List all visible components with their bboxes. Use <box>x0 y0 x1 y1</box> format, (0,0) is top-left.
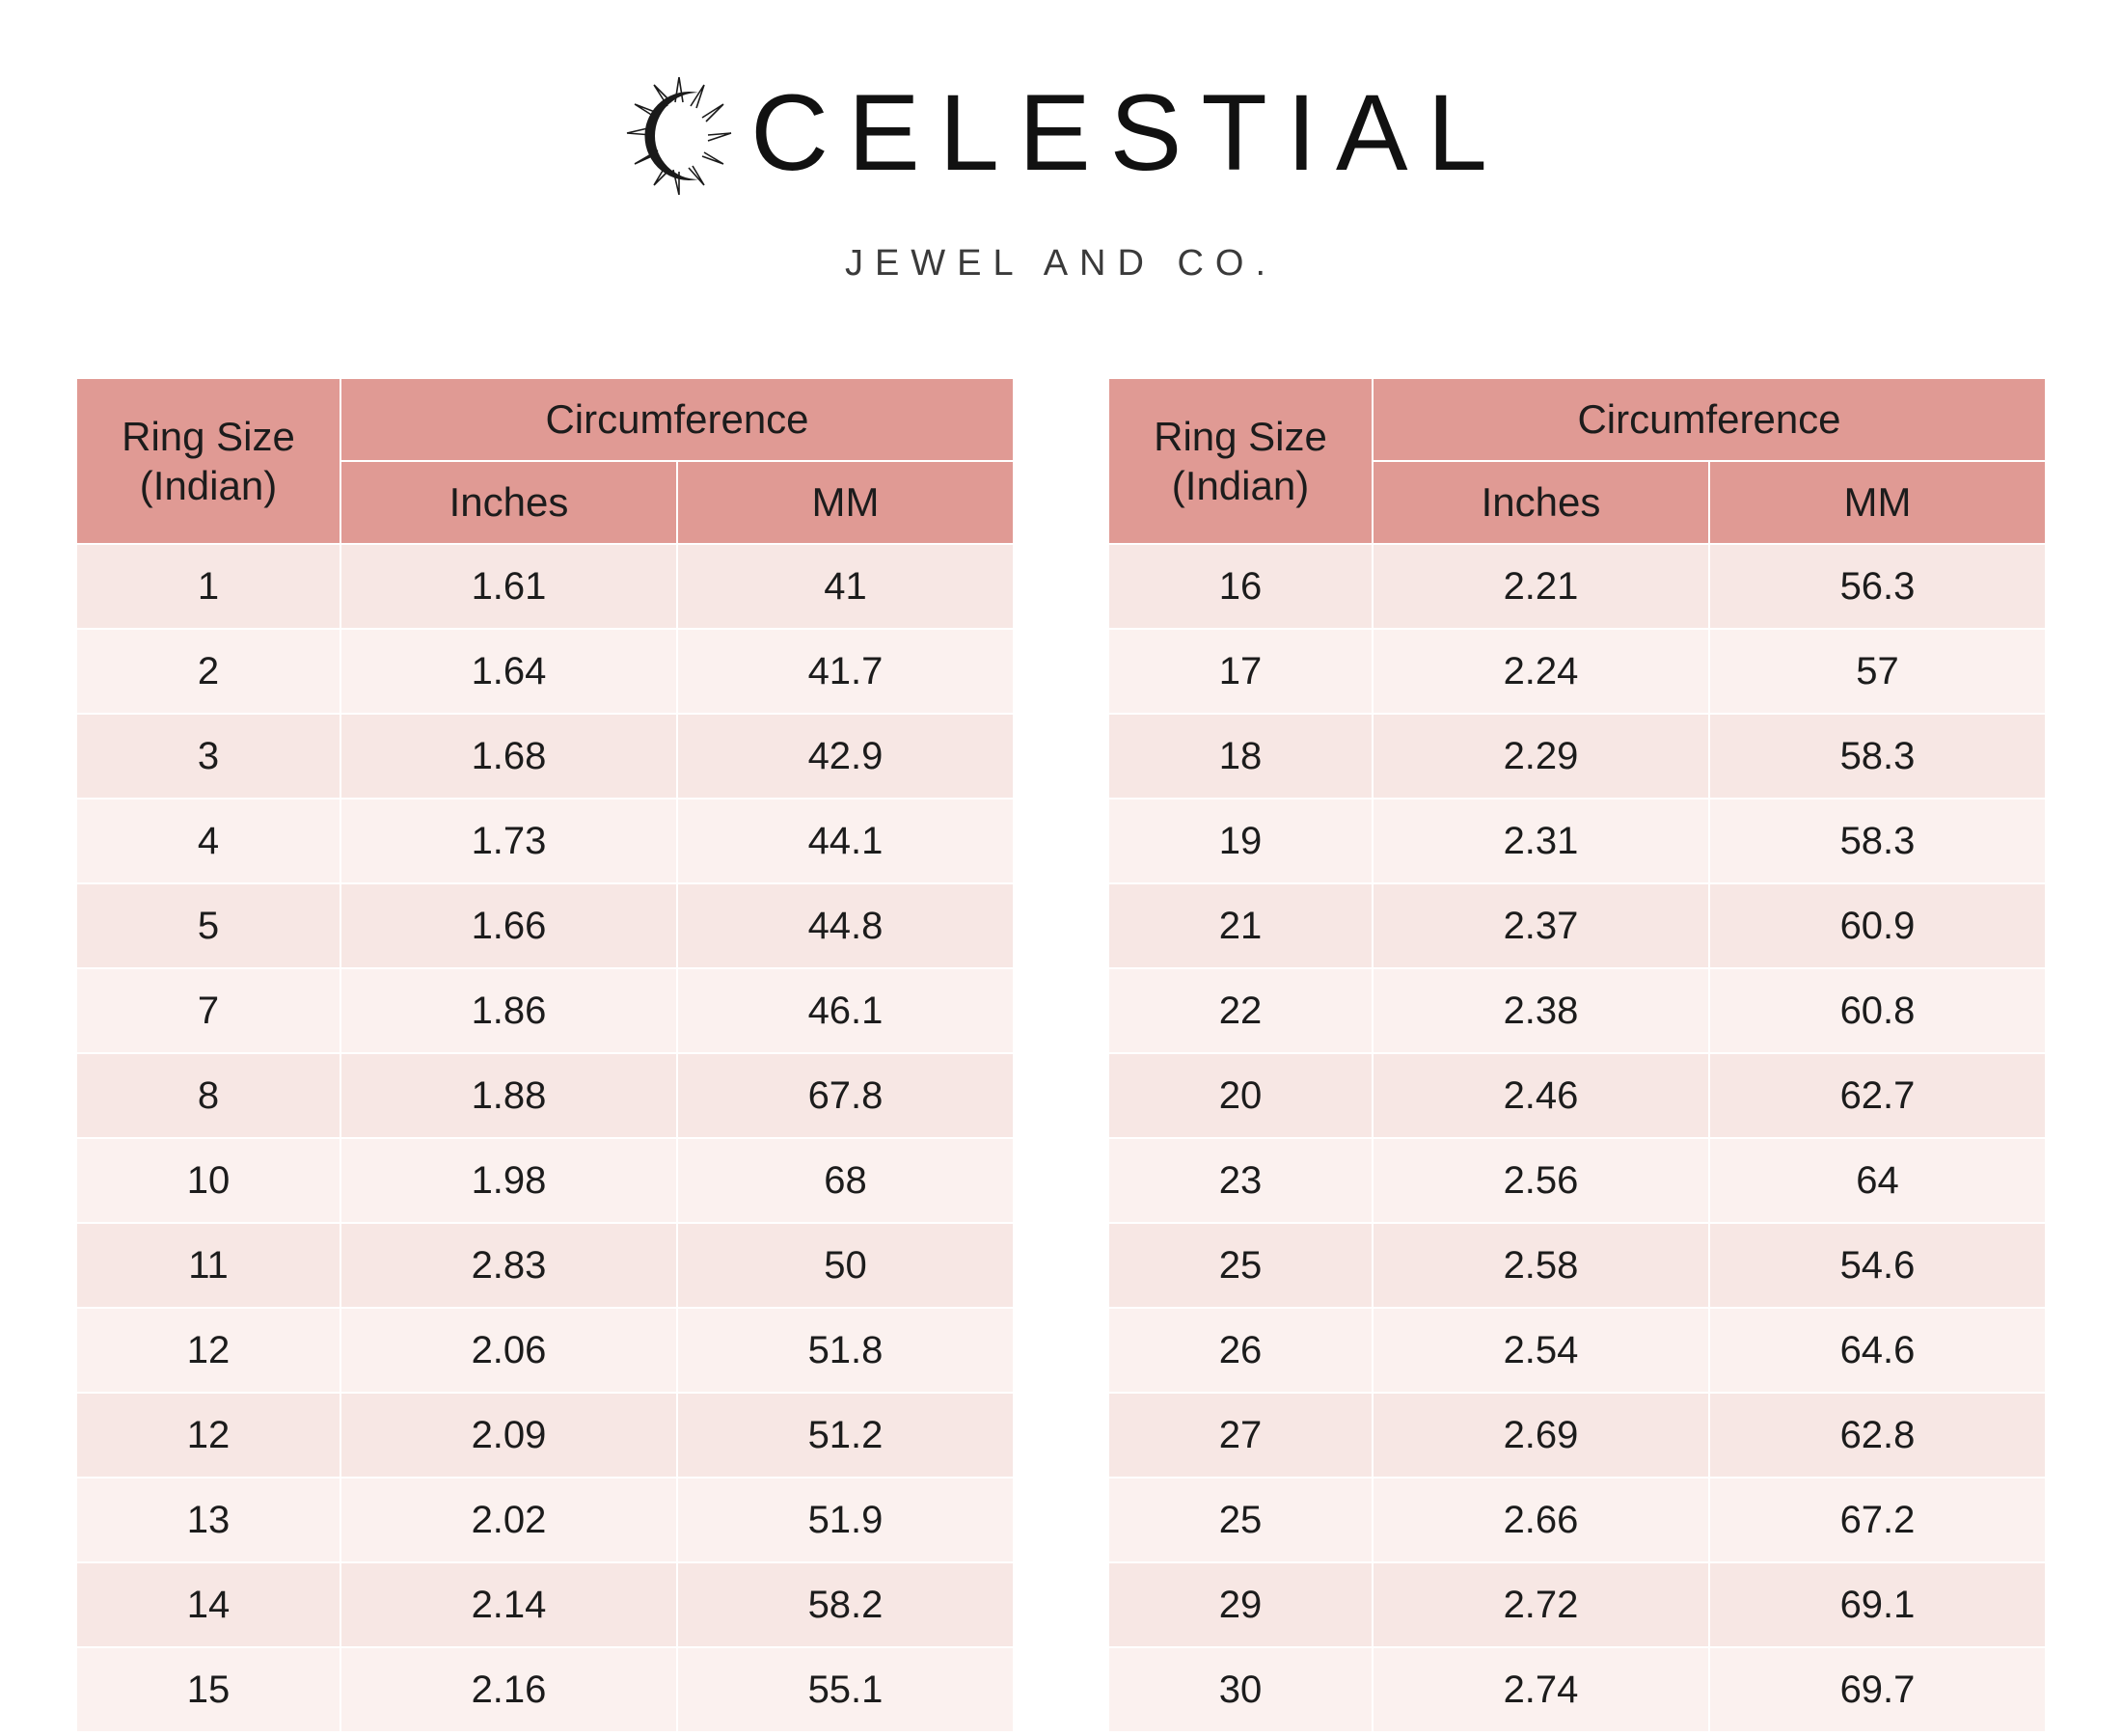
ring-size-cell: 20 <box>1108 1053 1373 1138</box>
header-circumference: Circumference <box>1373 378 2046 461</box>
inches-cell: 1.61 <box>340 544 677 629</box>
table-row <box>1108 1478 2046 1562</box>
ring-size-cell: 2 <box>76 629 340 714</box>
table-body-left <box>76 544 1014 1732</box>
logo-row <box>0 56 2122 210</box>
inches-cell: 2.74 <box>1373 1647 1709 1732</box>
table-row <box>1108 1308 2046 1393</box>
mm-cell: 62.7 <box>1709 1053 2046 1138</box>
inches-cell: 2.72 <box>1373 1562 1709 1647</box>
ring-size-cell: 5 <box>76 883 340 968</box>
header-ring-size-line1: Ring Size <box>122 413 295 459</box>
header-ring-size-line2: (Indian) <box>139 463 278 508</box>
ring-size-cell: 16 <box>1108 544 1373 629</box>
inches-cell: 2.16 <box>340 1647 677 1732</box>
mm-cell: 58.3 <box>1709 799 2046 883</box>
brand-tagline: JEWEL AND CO. <box>844 243 1278 284</box>
ring-size-table-right <box>1107 377 2047 1733</box>
header-ring-size <box>1108 378 1373 544</box>
ring-size-cell: 22 <box>1108 968 1373 1053</box>
table-row <box>1108 968 2046 1053</box>
mm-cell: 51.2 <box>677 1393 1014 1478</box>
header-mm: MM <box>1709 461 2046 544</box>
table-row <box>1108 883 2046 968</box>
header-inches: Inches <box>1373 461 1709 544</box>
table-row <box>1108 799 2046 883</box>
table-row <box>76 883 1014 968</box>
table-row <box>76 714 1014 799</box>
inches-cell: 2.06 <box>340 1308 677 1393</box>
table-row <box>1108 1053 2046 1138</box>
mm-cell: 54.6 <box>1709 1223 2046 1308</box>
table-row <box>76 1138 1014 1223</box>
inches-cell: 2.83 <box>340 1223 677 1308</box>
mm-cell: 67.8 <box>677 1053 1014 1138</box>
mm-cell: 50 <box>677 1223 1014 1308</box>
mm-cell: 42.9 <box>677 714 1014 799</box>
ring-size-table-left <box>75 377 1015 1733</box>
ring-size-cell: 17 <box>1108 629 1373 714</box>
header-ring-size-line1: Ring Size <box>1154 413 1327 459</box>
inches-cell: 2.14 <box>340 1562 677 1647</box>
header-inches: Inches <box>340 461 677 544</box>
inches-cell: 2.66 <box>1373 1478 1709 1562</box>
ring-size-cell: 30 <box>1108 1647 1373 1732</box>
ring-size-cell: 15 <box>76 1647 340 1732</box>
mm-cell: 41 <box>677 544 1014 629</box>
ring-size-cell: 3 <box>76 714 340 799</box>
ring-size-cell: 12 <box>76 1393 340 1478</box>
header-ring-size-line2: (Indian) <box>1171 463 1310 508</box>
ring-size-cell: 29 <box>1108 1562 1373 1647</box>
ring-size-cell: 1 <box>76 544 340 629</box>
ring-size-cell: 23 <box>1108 1138 1373 1223</box>
table-row <box>1108 544 2046 629</box>
table-row <box>76 1308 1014 1393</box>
table-head <box>1108 378 2046 544</box>
inches-cell: 2.38 <box>1373 968 1709 1053</box>
mm-cell: 56.3 <box>1709 544 2046 629</box>
ring-size-cell: 27 <box>1108 1393 1373 1478</box>
mm-cell: 44.1 <box>677 799 1014 883</box>
mm-cell: 46.1 <box>677 968 1014 1053</box>
ring-size-cell: 4 <box>76 799 340 883</box>
ring-size-cell: 25 <box>1108 1478 1373 1562</box>
table-row <box>1108 1138 2046 1223</box>
mm-cell: 69.7 <box>1709 1647 2046 1732</box>
table-row <box>76 968 1014 1053</box>
mm-cell: 64.6 <box>1709 1308 2046 1393</box>
inches-cell: 1.68 <box>340 714 677 799</box>
inches-cell: 2.56 <box>1373 1138 1709 1223</box>
inches-cell: 1.64 <box>340 629 677 714</box>
mm-cell: 41.7 <box>677 629 1014 714</box>
table-row <box>76 1393 1014 1478</box>
inches-cell: 1.86 <box>340 968 677 1053</box>
inches-cell: 2.24 <box>1373 629 1709 714</box>
inches-cell: 2.31 <box>1373 799 1709 883</box>
table-row <box>76 799 1014 883</box>
inches-cell: 2.02 <box>340 1478 677 1562</box>
inches-cell: 2.69 <box>1373 1393 1709 1478</box>
table-head <box>76 378 1014 544</box>
table-row <box>1108 1223 2046 1308</box>
brand-name: CELESTIAL <box>750 72 1507 193</box>
mm-cell: 64 <box>1709 1138 2046 1223</box>
ring-size-cell: 7 <box>76 968 340 1053</box>
table-row <box>1108 1393 2046 1478</box>
table-row <box>1108 714 2046 799</box>
mm-cell: 69.1 <box>1709 1562 2046 1647</box>
ring-size-cell: 12 <box>76 1308 340 1393</box>
mm-cell: 60.8 <box>1709 968 2046 1053</box>
inches-cell: 2.29 <box>1373 714 1709 799</box>
mm-cell: 55.1 <box>677 1647 1014 1732</box>
ring-size-cell: 11 <box>76 1223 340 1308</box>
mm-cell: 58.2 <box>677 1562 1014 1647</box>
mm-cell: 60.9 <box>1709 883 2046 968</box>
tables-container <box>0 377 2122 1733</box>
ring-size-cell: 19 <box>1108 799 1373 883</box>
mm-cell: 44.8 <box>677 883 1014 968</box>
inches-cell: 1.66 <box>340 883 677 968</box>
inches-cell: 2.21 <box>1373 544 1709 629</box>
table-row <box>1108 1647 2046 1732</box>
mm-cell: 51.8 <box>677 1308 1014 1393</box>
mm-cell: 58.3 <box>1709 714 2046 799</box>
table-row <box>76 1647 1014 1732</box>
ring-size-cell: 10 <box>76 1138 340 1223</box>
table-row <box>1108 1562 2046 1647</box>
inches-cell: 2.37 <box>1373 883 1709 968</box>
inches-cell: 2.09 <box>340 1393 677 1478</box>
header-mm: MM <box>677 461 1014 544</box>
mm-cell: 67.2 <box>1709 1478 2046 1562</box>
inches-cell: 1.98 <box>340 1138 677 1223</box>
ring-size-cell: 25 <box>1108 1223 1373 1308</box>
ring-size-cell: 21 <box>1108 883 1373 968</box>
inches-cell: 1.73 <box>340 799 677 883</box>
table-row <box>76 629 1014 714</box>
mm-cell: 57 <box>1709 629 2046 714</box>
table-body-right <box>1108 544 2046 1732</box>
ring-size-cell: 13 <box>76 1478 340 1562</box>
mm-cell: 68 <box>677 1138 1014 1223</box>
table-row <box>76 544 1014 629</box>
ring-size-cell: 26 <box>1108 1308 1373 1393</box>
mm-cell: 62.8 <box>1709 1393 2046 1478</box>
inches-cell: 2.46 <box>1373 1053 1709 1138</box>
ring-size-cell: 14 <box>76 1562 340 1647</box>
table-row <box>76 1053 1014 1138</box>
inches-cell: 1.88 <box>340 1053 677 1138</box>
header-circumference: Circumference <box>340 378 1014 461</box>
brand-header <box>0 0 2122 285</box>
header-row-primary <box>76 378 1014 461</box>
table-row <box>76 1223 1014 1308</box>
table-row <box>1108 629 2046 714</box>
ring-size-cell: 8 <box>76 1053 340 1138</box>
sun-moon-icon <box>615 60 743 214</box>
table-row <box>76 1478 1014 1562</box>
header-row-primary <box>1108 378 2046 461</box>
ring-size-cell: 18 <box>1108 714 1373 799</box>
header-ring-size <box>76 378 340 544</box>
inches-cell: 2.54 <box>1373 1308 1709 1393</box>
table-row <box>76 1562 1014 1647</box>
mm-cell: 51.9 <box>677 1478 1014 1562</box>
inches-cell: 2.58 <box>1373 1223 1709 1308</box>
